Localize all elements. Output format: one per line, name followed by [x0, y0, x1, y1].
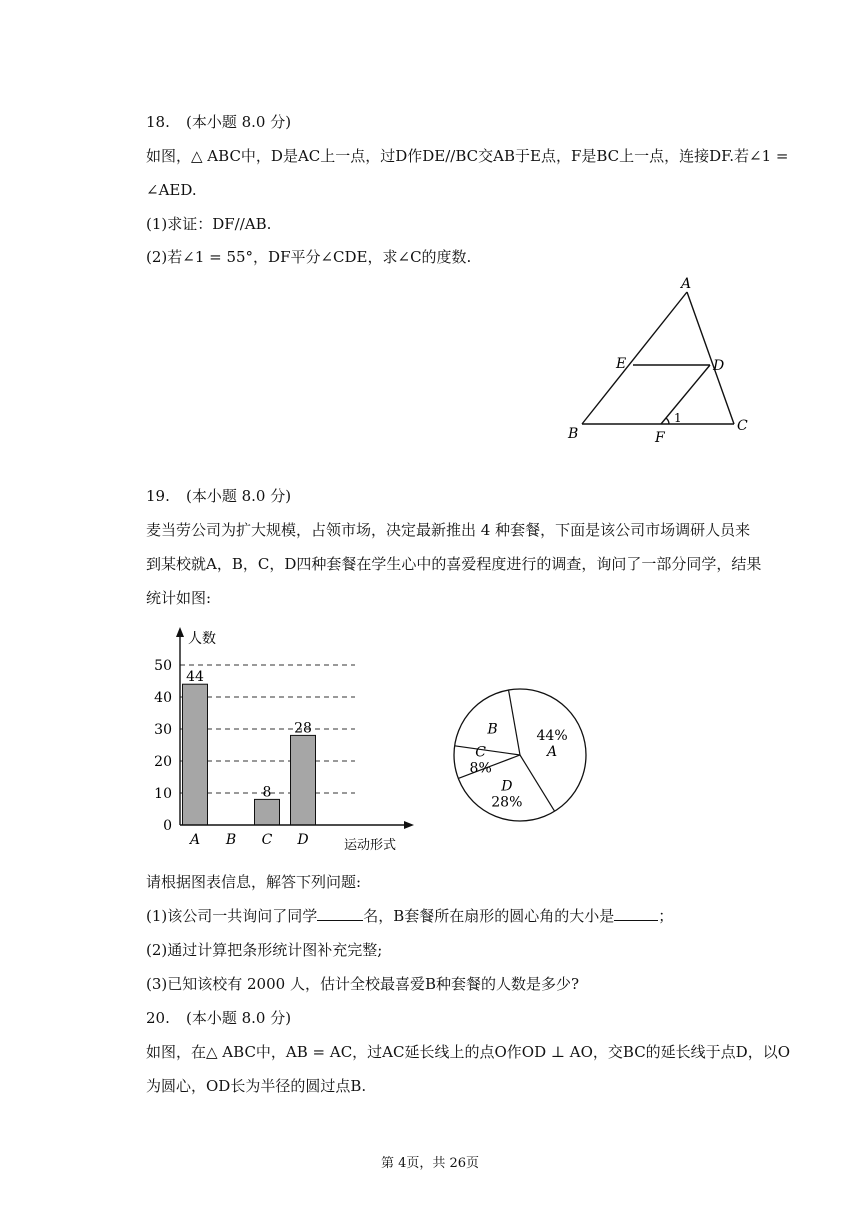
x-tick-label: A: [189, 832, 201, 848]
x-tick-label: C: [261, 832, 273, 848]
q19-stem-line2: 到某校就A，B，C，D四种套餐在学生心中的喜爱程度进行的调查，询问了一部分同学，结果: [146, 555, 762, 573]
q19-part1-text-b: 名，B套餐所在扇形的圆心角的大小是: [363, 907, 615, 925]
q18-points: (本小题 8.0 分): [186, 113, 292, 131]
bar-C: [255, 799, 280, 825]
answer-blank-angle[interactable]: [614, 906, 658, 921]
y-tick-label: 0: [163, 818, 172, 834]
segment-df: [661, 365, 710, 424]
x-tick-label: B: [225, 832, 237, 848]
q19-part3: (3)已知该校有 2000 人，估计全校最喜爱B种套餐的人数是多少?: [146, 975, 580, 993]
q19-part1-text-c: ；: [658, 907, 674, 925]
q19-part1: [146, 906, 673, 926]
pie-chart: [440, 685, 620, 845]
y-axis-arrow: [176, 627, 184, 637]
page-footer: 第 4页，共 26页: [380, 1156, 480, 1171]
q19-points: (本小题 8.0 分): [186, 487, 292, 505]
pie-label-B: B: [487, 721, 498, 738]
pie-label-A: A: [547, 743, 558, 760]
segment-ab: [582, 292, 687, 424]
bar-value-label: 44: [186, 669, 204, 686]
y-tick-label: 10: [154, 786, 172, 802]
q20-number: 20.: [146, 1009, 170, 1027]
q19-prompt: 请根据图表信息，解答下列问题:: [146, 873, 362, 891]
q19-stem-line1: 麦当劳公司为扩大规模，占领市场，决定最新推出 4 种套餐，下面是该公司市场调研人员来: [146, 521, 751, 539]
q19-header: [146, 486, 291, 506]
q19-part2: (2)通过计算把条形统计图补充完整;: [146, 941, 383, 959]
label-angle1: 1: [674, 411, 682, 425]
q19-part1-text-a: (1)该公司一共询问了同学: [146, 907, 318, 925]
answer-blank-count[interactable]: [317, 906, 363, 921]
y-tick-label: 50: [154, 658, 172, 674]
segment-ac: [687, 292, 734, 424]
q18-stem-line2: ∠AED.: [146, 181, 197, 199]
q20-points: (本小题 8.0 分): [186, 1009, 292, 1027]
pie-label-C: C: [475, 744, 487, 761]
label-d: D: [713, 358, 725, 374]
label-a: A: [681, 276, 692, 292]
q20-header: [146, 1008, 291, 1028]
label-e: E: [616, 356, 627, 372]
label-c: C: [737, 418, 748, 434]
q18-number: 18.: [146, 113, 170, 131]
q18-triangle-figure: [560, 272, 760, 452]
y-axis-label: 人数: [188, 631, 216, 647]
q18-stem-line1: 如图，△ ABC中，D是AC上一点，过D作DE//BC交AB于E点，F是BC上一点，连接DF.若∠1 =: [146, 147, 789, 165]
x-axis-label: 运动形式: [344, 838, 397, 853]
bar-value-label: 8: [262, 784, 272, 801]
q20-stem-line1: 如图，在△ ABC中，AB = AC，过AC延长线上的点O作OD ⊥ AO，交BC的延长线于点D，以O: [146, 1043, 790, 1061]
q18-header: [146, 112, 291, 132]
bar-A: [183, 684, 208, 825]
x-axis-arrow: [404, 821, 414, 829]
q18-part1: (1)求证：DF//AB.: [146, 215, 272, 233]
q18-part2: (2)若∠1 = 55°，DF平分∠CDE，求∠C的度数.: [146, 248, 472, 266]
angle1-arc: [666, 418, 669, 424]
q19-number: 19.: [146, 487, 170, 505]
y-tick-label: 30: [154, 722, 172, 738]
label-b: B: [568, 426, 579, 442]
q20-stem-line2: 为圆心，OD长为半径的圆过点B.: [146, 1077, 367, 1095]
pie-label-C: 8%: [469, 760, 492, 777]
bar-value-label: 28: [294, 720, 312, 737]
q19-stem-line3: 统计如图:: [146, 589, 212, 607]
pie-label-D: 28%: [491, 794, 523, 811]
y-tick-label: 40: [154, 690, 172, 706]
pie-label-A: 44%: [536, 727, 568, 744]
y-tick-label: 20: [154, 754, 172, 770]
label-f: F: [655, 430, 665, 446]
bar-D: [291, 735, 316, 825]
bar-chart: [140, 625, 420, 860]
pie-label-D: D: [501, 778, 513, 795]
x-tick-label: D: [297, 832, 309, 848]
